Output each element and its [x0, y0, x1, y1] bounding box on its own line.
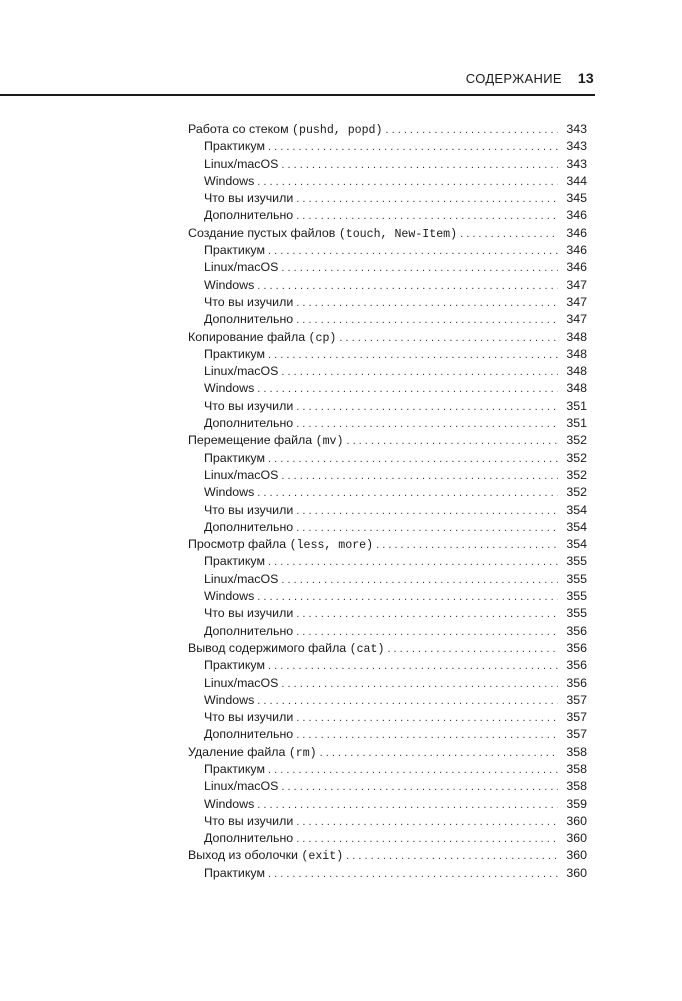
toc-section-entry[interactable] [188, 225, 587, 242]
toc-entry-label [204, 346, 265, 363]
toc-entry-label [204, 156, 278, 173]
toc-entry-text: Копирование файла [188, 329, 309, 344]
toc-subsection-entry[interactable] [188, 450, 587, 467]
toc-page-number: 358 [566, 744, 587, 759]
toc-entry-text: Работа со стеком [188, 122, 293, 136]
header-rule [0, 94, 595, 96]
toc-entry-text: Вывод содержимого файла [188, 640, 350, 655]
toc-entry-text: Дополнительно [204, 831, 294, 846]
dot-leader [268, 139, 558, 156]
toc-page-number: 356 [566, 640, 587, 655]
toc-entry-label [204, 294, 293, 311]
toc-entry-text: Дополнительно [204, 416, 294, 431]
toc-entry-command: (rm) [288, 746, 317, 760]
toc-entry-label [204, 398, 293, 415]
toc-entry-label [204, 450, 265, 467]
toc-entry-text: Что вы изучили [204, 191, 294, 206]
toc-page-number: 351 [566, 398, 587, 413]
dot-leader [296, 727, 558, 744]
toc-subsection-entry[interactable] [188, 692, 587, 709]
dot-leader [339, 330, 558, 347]
dot-leader [257, 485, 558, 502]
dot-leader [281, 572, 558, 589]
toc-entry-label [204, 311, 293, 328]
dot-leader [281, 468, 558, 485]
toc-entry-label [204, 830, 293, 847]
dot-leader [281, 157, 558, 174]
dot-leader [320, 745, 558, 762]
toc-entry-text: Linux/macOS [204, 779, 279, 794]
toc-entry-text: Windows [204, 589, 255, 604]
toc-entry-text: Практикум [204, 139, 265, 154]
toc-entry-command: (cat) [349, 642, 385, 656]
toc-entry-text: Дополнительно [204, 312, 294, 327]
toc-page-number: 346 [566, 260, 587, 275]
toc-section-entry[interactable] [188, 432, 587, 449]
table-of-contents [188, 121, 587, 882]
toc-entry-label [204, 259, 278, 276]
toc-entry-text: Удаление файла [188, 744, 289, 759]
toc-subsection-entry[interactable] [188, 294, 587, 311]
toc-entry-label [188, 536, 373, 554]
toc-page-number: 352 [566, 467, 587, 482]
toc-section-entry[interactable] [188, 121, 587, 138]
dot-leader [387, 641, 558, 658]
toc-subsection-entry[interactable] [188, 623, 587, 640]
toc-entry-label [188, 432, 343, 450]
toc-entry-text: Дополнительно [204, 727, 294, 742]
dot-leader [281, 364, 558, 381]
toc-section-entry[interactable] [188, 536, 587, 553]
toc-entry-label [204, 380, 254, 397]
toc-entry-label [204, 277, 254, 294]
toc-subsection-entry[interactable] [188, 605, 587, 622]
toc-entry-text: Создание пустых файлов [188, 225, 339, 240]
toc-page-number: 355 [566, 554, 587, 569]
dot-leader [296, 624, 558, 641]
dot-leader [257, 589, 558, 606]
toc-subsection-entry[interactable] [188, 138, 587, 155]
toc-entry-text: Linux/macOS [204, 571, 279, 586]
dot-leader [268, 347, 558, 364]
toc-page-number: 346 [566, 243, 587, 258]
toc-entry-label [204, 207, 293, 224]
toc-entry-text: Windows [204, 277, 255, 292]
toc-entry-label [188, 225, 457, 243]
dot-leader [296, 520, 558, 537]
toc-entry-text: Практикум [204, 761, 265, 776]
toc-page-number: 346 [566, 208, 587, 223]
toc-page-number: 348 [566, 364, 587, 379]
toc-entry-label [204, 865, 265, 882]
toc-entry-label [204, 553, 265, 570]
toc-subsection-entry[interactable] [188, 571, 587, 588]
toc-subsection-entry[interactable] [188, 277, 587, 294]
toc-page-number: 356 [566, 675, 587, 690]
toc-entry-label [204, 519, 293, 536]
dot-leader [296, 312, 558, 329]
toc-entry-text: Windows [204, 485, 255, 500]
toc-entry-text: Linux/macOS [204, 364, 279, 379]
toc-page-number: 356 [566, 658, 587, 673]
toc-entry-text: Windows [204, 692, 255, 707]
toc-page-number: 357 [566, 727, 587, 742]
toc-page-number: 348 [566, 346, 587, 361]
dot-leader [296, 399, 558, 416]
toc-page-number: 355 [566, 589, 587, 604]
dot-leader [385, 122, 558, 139]
toc-entry-label [204, 588, 254, 605]
toc-entry-label [204, 502, 293, 519]
toc-entry-text: Выход из оболочки [188, 848, 302, 863]
dot-leader [257, 174, 558, 191]
toc-entry-text: Дополнительно [204, 208, 294, 223]
toc-entry-text: Windows [204, 381, 255, 396]
toc-entry-label [204, 692, 254, 709]
toc-subsection-entry[interactable] [188, 519, 587, 536]
dot-leader [257, 797, 558, 814]
toc-entry-text: Что вы изучили [204, 398, 294, 413]
dot-leader [346, 848, 558, 865]
dot-leader [281, 779, 558, 796]
toc-entry-label [204, 813, 293, 830]
toc-page-number: 352 [566, 450, 587, 465]
toc-subsection-entry[interactable] [188, 242, 587, 259]
toc-page-number: 347 [566, 277, 587, 292]
toc-subsection-entry[interactable] [188, 380, 587, 397]
toc-subsection-entry[interactable] [188, 588, 587, 605]
toc-entry-text: Перемещение файла [188, 433, 316, 448]
toc-entry-label [204, 138, 265, 155]
toc-subsection-entry[interactable] [188, 502, 587, 519]
toc-page-number: 345 [566, 191, 587, 206]
toc-subsection-entry[interactable] [188, 207, 587, 224]
toc-section-entry[interactable] [188, 744, 587, 761]
toc-entry-text: Linux/macOS [204, 467, 279, 482]
section-title: СОДЕРЖАНИЕ [465, 71, 562, 86]
dot-leader [296, 416, 558, 433]
dot-leader [296, 814, 558, 831]
toc-entry-command: (mv) [315, 435, 344, 449]
toc-page-number: 360 [566, 865, 587, 880]
toc-entry-label [204, 415, 293, 432]
toc-entry-command: (less, more) [289, 539, 374, 553]
toc-page-number: 358 [566, 761, 587, 776]
toc-page-number: 360 [566, 848, 587, 863]
dot-leader [268, 658, 558, 675]
toc-page-number: 351 [566, 416, 587, 431]
toc-subsection-entry[interactable] [188, 709, 587, 726]
dot-leader [376, 537, 558, 554]
toc-page-number: 347 [566, 312, 587, 327]
toc-entry-text: Дополнительно [204, 623, 294, 638]
toc-section-entry[interactable] [188, 847, 587, 864]
toc-subsection-entry[interactable] [188, 173, 587, 190]
toc-subsection-entry[interactable] [188, 156, 587, 173]
toc-entry-label [204, 363, 278, 380]
toc-page-number: 358 [566, 779, 587, 794]
toc-subsection-entry[interactable] [188, 761, 587, 778]
dot-leader [296, 295, 558, 312]
toc-entry-label [188, 329, 336, 347]
toc-entry-label [204, 726, 293, 743]
toc-subsection-entry[interactable] [188, 415, 587, 432]
toc-entry-label [188, 640, 384, 658]
dot-leader [268, 243, 558, 260]
toc-page-number: 347 [566, 294, 587, 309]
toc-entry-text: Практикум [204, 554, 265, 569]
toc-subsection-entry[interactable] [188, 346, 587, 363]
dot-leader [268, 554, 558, 571]
dot-leader [460, 226, 558, 243]
toc-page-number: 359 [566, 796, 587, 811]
dot-leader [281, 260, 558, 277]
toc-entry-text: Linux/macOS [204, 156, 279, 171]
toc-entry-label [204, 571, 278, 588]
toc-entry-command: (exit) [301, 850, 344, 864]
toc-subsection-entry[interactable] [188, 190, 587, 207]
toc-entry-label [204, 605, 293, 622]
dot-leader [257, 693, 558, 710]
toc-entry-text: Что вы изучили [204, 813, 294, 828]
toc-entry-text: Что вы изучили [204, 502, 294, 517]
toc-entry-label [204, 190, 293, 207]
toc-entry-label [204, 467, 278, 484]
toc-page-number: 354 [566, 519, 587, 534]
toc-entry-label [204, 796, 254, 813]
toc-entry-text: Практикум [204, 243, 265, 258]
toc-subsection-entry[interactable] [188, 311, 587, 328]
toc-subsection-entry[interactable] [188, 830, 587, 847]
dot-leader [268, 866, 558, 883]
toc-entry-label [204, 242, 265, 259]
toc-entry-command: (pushd, popd) [292, 124, 383, 137]
toc-subsection-entry[interactable] [188, 796, 587, 813]
toc-entry-label [204, 173, 254, 190]
toc-page-number: 360 [566, 813, 587, 828]
toc-subsection-entry[interactable] [188, 726, 587, 743]
toc-entry-text: Что вы изучили [204, 294, 294, 309]
toc-subsection-entry[interactable] [188, 813, 587, 830]
toc-page-number: 348 [566, 329, 587, 344]
toc-page-number: 343 [566, 139, 587, 154]
toc-page-number: 355 [566, 571, 587, 586]
toc-entry-text: Windows [204, 796, 255, 811]
toc-entry-text: Дополнительно [204, 519, 294, 534]
toc-entry-text: Просмотр файла [188, 537, 290, 552]
toc-subsection-entry[interactable] [188, 865, 587, 882]
toc-section-entry[interactable] [188, 640, 587, 657]
toc-entry-label [204, 657, 265, 674]
toc-page-number: 360 [566, 831, 587, 846]
toc-entry-label [204, 623, 293, 640]
toc-entry-text: Что вы изучили [204, 606, 294, 621]
toc-subsection-entry[interactable] [188, 675, 587, 692]
toc-page-number: 352 [566, 433, 587, 448]
toc-page-number: 354 [566, 502, 587, 517]
toc-entry-label [204, 484, 254, 501]
toc-subsection-entry[interactable] [188, 259, 587, 276]
toc-entry-text: Windows [204, 173, 255, 188]
dot-leader [296, 503, 558, 520]
dot-leader [296, 831, 558, 848]
toc-subsection-entry[interactable] [188, 363, 587, 380]
toc-page-number: 344 [566, 173, 587, 188]
dot-leader [257, 381, 558, 398]
toc-entry-text: Linux/macOS [204, 260, 279, 275]
dot-leader [296, 710, 558, 727]
toc-page-number: 354 [566, 537, 587, 552]
toc-subsection-entry[interactable] [188, 467, 587, 484]
toc-entry-label [188, 121, 382, 139]
dot-leader [296, 208, 558, 225]
toc-page-number: 346 [566, 225, 587, 240]
toc-entry-label [204, 761, 265, 778]
toc-page-number: 343 [566, 156, 587, 171]
page-number: 13 [577, 70, 594, 86]
dot-leader [268, 762, 558, 779]
toc-entry-label [204, 709, 293, 726]
toc-page-number: 352 [566, 485, 587, 500]
running-head [0, 70, 594, 92]
dot-leader [268, 451, 558, 468]
dot-leader [346, 433, 558, 450]
toc-page-number: 356 [566, 623, 587, 638]
toc-subsection-entry[interactable] [188, 484, 587, 501]
toc-entry-command: (touch, New-Item) [338, 227, 458, 241]
toc-page-number: 357 [566, 710, 587, 725]
toc-entry-text: Linux/macOS [204, 675, 279, 690]
toc-entry-label [188, 744, 317, 762]
toc-page-number: 343 [566, 122, 587, 136]
toc-page-number: 357 [566, 692, 587, 707]
dot-leader [281, 676, 558, 693]
toc-entry-label [204, 675, 278, 692]
toc-entry-text: Практикум [204, 865, 265, 880]
toc-subsection-entry[interactable] [188, 778, 587, 795]
dot-leader [296, 191, 558, 208]
dot-leader [257, 278, 558, 295]
toc-section-entry[interactable] [188, 329, 587, 346]
toc-subsection-entry[interactable] [188, 657, 587, 674]
toc-entry-text: Практикум [204, 658, 265, 673]
toc-entry-label [188, 847, 343, 865]
toc-subsection-entry[interactable] [188, 398, 587, 415]
dot-leader [296, 606, 558, 623]
toc-entry-text: Что вы изучили [204, 710, 294, 725]
toc-entry-label [204, 778, 278, 795]
toc-entry-text: Практикум [204, 450, 265, 465]
toc-entry-command: (cp) [308, 331, 337, 345]
toc-page-number: 355 [566, 606, 587, 621]
toc-page-number: 348 [566, 381, 587, 396]
toc-entry-text: Практикум [204, 346, 265, 361]
toc-subsection-entry[interactable] [188, 553, 587, 570]
